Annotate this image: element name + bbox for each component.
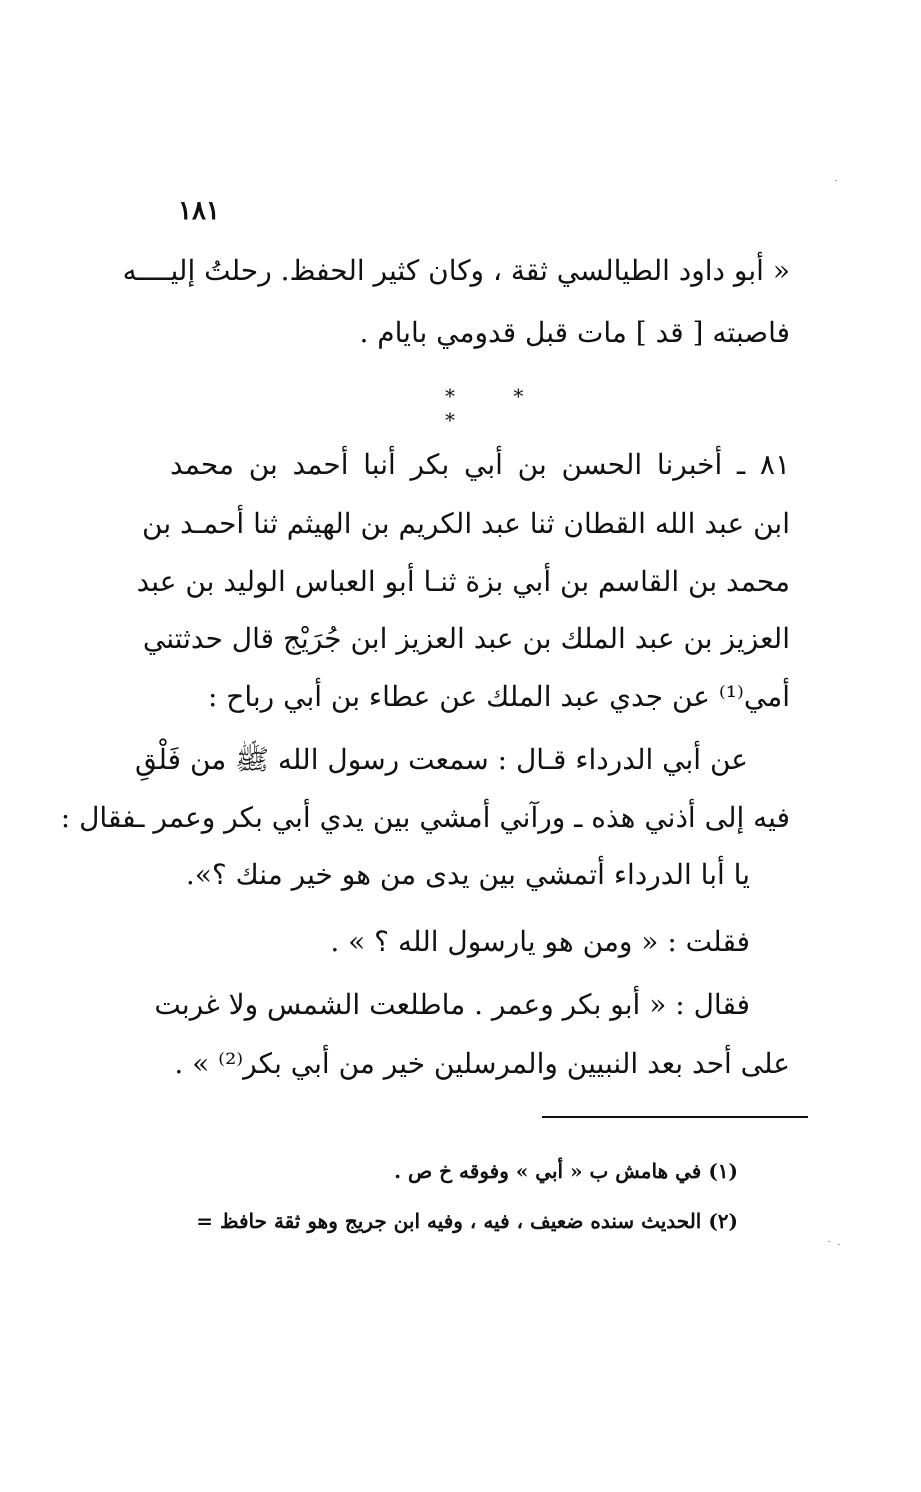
hadith-line-9: فقلت : « ومن هو يارسول الله ؟ » . bbox=[330, 925, 750, 958]
intro-line-1: « أبو داود الطيالسي ثقة ، وكان كثير الحفظ. رحلتُ إليــــه bbox=[122, 254, 790, 287]
hadith-line-10: فقال : « أبو بكر وعمر . ماطلعت الشمس ولا غربت bbox=[154, 988, 750, 1021]
hadith-line-7: فيه إلى أذني هذه ـ ورآني أمشي بين يدي أبي بكر وعمر ـفقال : bbox=[60, 801, 790, 834]
hadith-line-6: عن أبي الدرداء قـال : سمعت رسول الله ﷺ من فَلْقِ bbox=[135, 743, 748, 776]
hadith-line-4: العزيز بن عبد الملك بن عبد العزيز ابن جُرَيْج قال حدثتني bbox=[142, 622, 790, 655]
intro-line-2: فاصبته [ قد ] مات قبل قدومي بايام . bbox=[359, 316, 790, 349]
footnote-divider bbox=[542, 1116, 808, 1118]
hadith-line-3: محمد بن القاسم بن أبي بزة ثنـا أبو العباس الوليد بن عبد bbox=[136, 565, 790, 598]
footnote-2: (٢) الحديث سنده ضعيف ، فيه ، وفيه ابن جريج وهو ثقة حافظ = bbox=[196, 1209, 738, 1233]
hadith-line-8: يا أبا الدرداء أتمشي بين يدى من هو خير منك ؟». bbox=[185, 858, 750, 891]
section-separator: * * * bbox=[445, 384, 550, 432]
hadith-line-11: على أحد بعد النبيين والمرسلين خير من أبي بكر⁽²⁾ » . bbox=[174, 1047, 790, 1080]
footnote-1: (١) في هامش ب « أبي » وفوقه خ ص . bbox=[394, 1159, 738, 1183]
hadith-line-2: ابن عبد الله القطان ثنا عبد الكريم بن الهيثم ثنا أحمـد بن bbox=[142, 507, 790, 540]
scan-speck bbox=[838, 1244, 840, 1245]
page-number: ١٨١ bbox=[178, 196, 220, 226]
hadith-line-5: أمي⁽¹⁾ عن جدي عبد الملك عن عطاء بن أبي رباح : bbox=[207, 680, 790, 713]
hadith-line-1: ٨١ ـ أخبرنا الحسن بن أبي بكر أنبا أحمد بن محمد bbox=[170, 448, 790, 481]
scan-speck bbox=[835, 180, 837, 181]
scan-speck bbox=[828, 1241, 830, 1242]
